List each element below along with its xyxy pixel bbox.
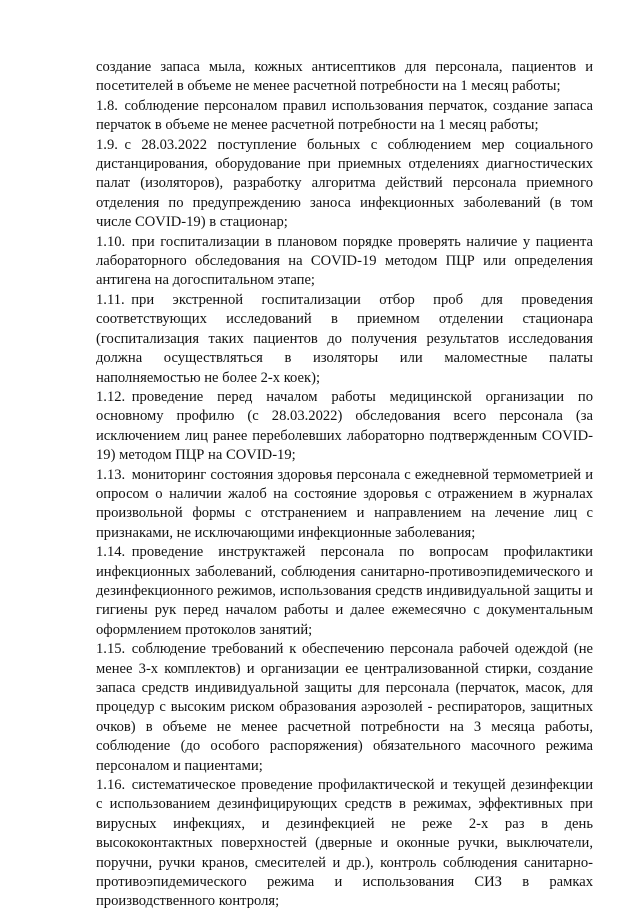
paragraph-0 (96, 58, 593, 97)
paragraph-number: 1.14. (96, 544, 126, 561)
paragraph-text: соблюдение требований к обеспечению персонала рабочей одеждой (не менее 3-х комплектов) и организации ее централизованной стирки, создание запаса средств индивидуальной защиты для персонала (перчаток, масок, для процедур с высоким риском образования аэрозолей - респираторов, защитных очков) в объеме не менее расчетной потребности на 3 месяца работы, соблюдение (до особого распоряжения) обязательного масочного режима персоналом и пациентами; (96, 641, 593, 774)
paragraph-1-12 (96, 388, 593, 466)
paragraph-number: 1.15. (96, 641, 126, 658)
paragraph-text: с 28.03.2022 поступление больных с соблюдением мер социального дистанцирования, оборудование при приемных отделениях диагностических палат (изоляторов), разработку алгоритма действий персонала приемного отделения по предупреждению заноса инфекционных заболеваний (в том числе COVID-19) в стационар; (96, 136, 593, 231)
paragraph-text: проведение перед началом работы медицинской организации по основному профилю (с 28.03.2022) обследования всего персонала (за исключением лиц ранее переболевших лабораторно подтвержденным COVID-19) методом ПЦР на COVID-19; (96, 388, 593, 464)
paragraph-number: 1.16. (96, 777, 126, 794)
paragraph-text: мониторинг состояния здоровья персонала с ежедневной термометрией и опросом о наличии жалоб на состояние здоровья с отражением в журналах произвольной формы с отстранением и направлением на лечение лиц с признаками, не исключающими инфекционные заболевания; (96, 466, 593, 541)
paragraph-text: соблюдение персоналом правил использования перчаток, создание запаса перчаток в объеме не менее расчетной потребности на 1 месяц работы; (96, 97, 593, 134)
paragraph-number: 1.8. (96, 97, 118, 114)
paragraph-text: создание запаса мыла, кожных антисептиков для персонала, пациентов и посетителей в объеме не менее расчетной потребности на 1 месяц работы; (96, 59, 593, 95)
paragraph-number: 1.9. (96, 136, 118, 153)
paragraph-1-10 (96, 233, 593, 291)
paragraph-1-16 (96, 776, 593, 912)
paragraph-text: проведение инструктажей персонала по вопросам профилактики инфекционных заболеваний, соблюдения санитарно-противоэпидемического и дезинфекционного режимов, использования средств индивидуальной защиты и гигиены рук перед началом работы и далее ежемесячно с документальным оформлением протоколов занятий; (96, 544, 593, 638)
paragraph-1-15 (96, 640, 593, 776)
paragraph-number: 1.12. (96, 388, 126, 405)
paragraph-text: систематическое проведение профилактической и текущей дезинфекции с использованием дезинфицирующих средств в режимах, эффективных при вирусных инфекциях, и дезинфекцией не реже 2-х раз в день высококонтактных поверхностей (дверные и оконные ручки, выключатели, поручни, ручки кранов, смесителей и др.), контроль соблюдения санитарно-противоэпидемического режима и использования СИЗ в рамках производственного контроля; (96, 777, 593, 910)
paragraph-1-14 (96, 543, 593, 640)
paragraph-text: при экстренной госпитализации отбор проб для проведения соответствующих исследований в приемном отделении стационара (госпитализация таких пациентов до получения результатов исследования должна осуществляться в изоляторы или маломестные палаты наполняемостью не более 2-х коек); (96, 291, 593, 386)
paragraph-1-8 (96, 97, 593, 136)
paragraph-number: 1.13. (96, 466, 126, 483)
paragraph-number: 1.11. (96, 291, 125, 308)
paragraph-1-13 (96, 466, 593, 544)
paragraph-number: 1.10. (96, 233, 126, 250)
document-page (96, 58, 593, 912)
paragraph-1-9 (96, 136, 593, 233)
paragraph-1-11 (96, 291, 593, 388)
paragraph-text: при госпитализации в плановом порядке проверять наличие у пациента лабораторного обследования на COVID-19 методом ПЦР или определения антигена на догоспитальном этапе; (96, 233, 593, 289)
